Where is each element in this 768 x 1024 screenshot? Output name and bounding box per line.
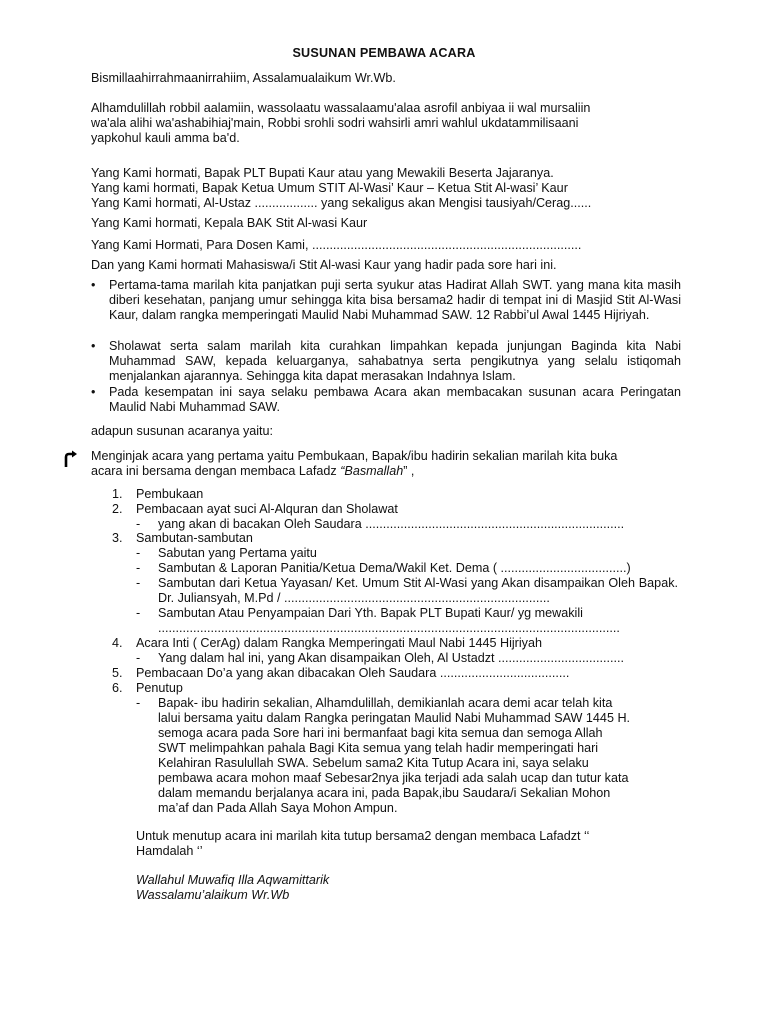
agenda-label: Acara Inti ( CerAg) dalam Rangka Memperingati Maul Nabi 1445 Hijriyah xyxy=(136,636,542,650)
agenda-intro: adapun susunan acaranya yaitu: xyxy=(91,424,274,438)
agenda-number: 2. xyxy=(112,502,123,516)
bullet-text: Sholawat serta salam marilah kita curahkan limpahkan kepada junjungan Baginda kita Nabi Muhammad SAW, kepada keluarganya, sahabatnya serta pengikutnya yang selalu istiqomah menjalankan ajarannya. Sehingga kita dapat merasakan Indahnya Islam. xyxy=(109,339,681,383)
hamdalah-line: Hamdalah ‘’ xyxy=(136,844,203,858)
sign-off-line: Wassalamu’alaikum Wr.Wb xyxy=(136,888,290,902)
bullet-icon: • xyxy=(91,278,96,292)
bullet-text: Pada kesempatan ini saya selaku pembawa Acara akan membacakan susunan acara Peringatan Maulid Nabi Muhammad SAW. xyxy=(109,385,681,414)
agenda-label: Pembacaan ayat suci Al-Alquran dan Sholawat xyxy=(136,502,398,516)
greeting-4: Yang Kami hormati, Kepala BAK Stit Al-wasi Kaur xyxy=(91,216,368,230)
agenda-label: Pembacaan Do’a yang akan dibacakan Oleh Saudara ..................................... xyxy=(136,666,570,680)
closing-line: Bapak- ibu hadirin sekalian, Alhamdulillah, demikianlah acara demi acar telah kita xyxy=(158,696,613,710)
hamdalah-line: Untuk menutup acara ini marilah kita tutup bersama2 dengan membaca Lafadzt ‘‘ xyxy=(136,829,590,843)
agenda-number: 5. xyxy=(112,666,123,680)
turn-arrow-icon xyxy=(62,450,78,468)
greeting-2: Yang kami hormati, Bapak Ketua Umum STIT Al-Wasi’ Kaur – Ketua Stit Al-wasi’ Kaur xyxy=(91,181,568,195)
greeting-3: Yang Kami hormati, Al-Ustaz .................. yang sekaligus akan Mengisi tausiyah/Cerag...... xyxy=(91,196,592,210)
opening-salutation: Bismillaahirrahmaanirrahiim, Assalamualaikum Wr.Wb. xyxy=(91,71,396,85)
sign-off-line: Wallahul Muwafiq Illa Aqwamittarik xyxy=(136,873,330,887)
opening-step-line xyxy=(91,464,679,479)
hamdalah-paragraph xyxy=(136,829,676,859)
greeting-6: Dan yang Kami hormati Mahasiswa/i Stit Al-wasi Kaur yang hadir pada sore hari ini. xyxy=(91,258,557,272)
agenda-subitem-text: Sambutan & Laporan Panitia/Ketua Dema/Wakil Ket. Dema ( ....................................) xyxy=(158,561,631,575)
agenda-label: Penutup xyxy=(136,681,183,695)
agenda-number: 3. xyxy=(112,531,123,545)
document-title: SUSUNAN PEMBAWA ACARA xyxy=(292,46,476,60)
greeting-1: Yang Kami hormati, Bapak PLT Bupati Kaur atau yang Mewakili Beserta Jajaranya. xyxy=(91,166,554,180)
opening-step-text: acara ini bersama dengan membaca Lafadz xyxy=(91,464,341,478)
praise-line: yapkohul kauli amma ba'd. xyxy=(91,131,240,145)
agenda-number: 6. xyxy=(112,681,123,695)
opening-step-line: Menginjak acara yang pertama yaitu Pembukaan, Bapak/ibu hadirin sekalian marilah kita buka xyxy=(91,449,618,463)
closing-line: dalam memandu berjalanya acara ini, pada Bapak,ibu Saudara/i Sekalian Mohon xyxy=(158,786,611,800)
agenda-subitem-text: Yang dalam hal ini, yang Akan disampaikan Oleh, Al Ustadzt .................................... xyxy=(158,651,624,665)
agenda-number: 4. xyxy=(112,636,123,650)
greeting-5: Yang Kami Hormati, Para Dosen Kami, ............................................................................. xyxy=(91,238,582,252)
agenda-subitem-text: .................................................................................................................................... xyxy=(158,621,620,635)
agenda-subitem-text: Sambutan dari Ketua Yayasan/ Ket. Umum Stit Al-Wasi yang Akan disampaikan Oleh Bapak. Dr. Juliansyah, M.Pd / ............................................................................ xyxy=(158,576,678,605)
basmallah-term: “Basmallah xyxy=(340,464,404,478)
bullet-icon: • xyxy=(91,339,96,353)
praise-paragraph xyxy=(91,101,679,146)
praise-line: wa'ala alihi wa'ashabihiaj'main, Robbi srohli sodri wahsirli amri wahlul ukdatammilisaani xyxy=(91,116,579,130)
sign-off xyxy=(136,873,676,903)
agenda-subitem-text: Sambutan Atau Penyampaian Dari Yth. Bapak PLT Bupati Kaur/ yg mewakili xyxy=(158,606,583,620)
agenda-subitem-text: Sabutan yang Pertama yaitu xyxy=(158,546,317,560)
closing-remarks-text xyxy=(158,696,678,816)
agenda-label: Sambutan-sambutan xyxy=(136,531,253,545)
closing-line: SWT melimpahkan pahala Bagi Kita semua yang telah hadir memperingati hari xyxy=(158,741,599,755)
closing-line: ma’af dan Pada Allah Saya Mohon Ampun. xyxy=(158,801,398,815)
opening-step-paragraph xyxy=(91,449,679,479)
document-page: SUSUNAN PEMBAWA ACARA Bismillaahirrahmaanirrahiim, Assalamualaikum Wr.Wb. Alhamdulillah robbil aalamiin, wassolaatu wassalaamu'alaa asrofil anbiyaa ii wal mursaliin wa'ala alihi wa'ashabihiaj'main, Robbi srohli sodri wahsirli amri wahlul ukdatammilisaani yapkohul kauli amma ba'd. Yang Kami hormati, Bapak PLT Bupati Kaur atau yang Mewakili Beserta Jajaranya. Yang kami hormati, Bapak Ketua Umum STIT Al-Wasi’ Kaur – Ketua Stit Al-wasi’ Kaur Yang Kami hormati, Al-Ustaz .................. yang sekaligus akan Mengisi tausiyah/Cerag...... Yang Kami hormati, Kepala BAK Stit Al-wasi Kaur Yang Kami Hormati, Para Dosen Kami, ............................................................................. Dan yang Kami hormati Mahasiswa/i Stit Al-wasi Kaur yang hadir pada sore hari ini. • Pertama-tama marilah kita panjatkan puji serta syukur atas Hadirat Allah SWT. yang mana kita masih diberi kesehatan, panjang umur sehingga kita bisa bersama2 hadir di tempat ini di Masjid Stit Al-Wasi Kaur, dalam rangka memperingati Maulid Nabi Muhammad SAW. 12 Rabbi’ul Awal 1445 Hijriyah. • Sholawat serta salam marilah kita curahkan limpahkan kepada junjungan Baginda kita Nabi Muhammad SAW, kepada keluarganya, sahabatnya serta pengikutnya yang selalu istiqomah menjalankan ajarannya. Sehingga kita dapat merasakan Indahnya Islam. • Pada kesempatan ini saya selaku pembawa Acara akan membacakan susunan acara Peringatan Maulid Nabi Muhammad SAW. adapun susunan acaranya yaitu: Menginjak acara yang pertama yaitu Pembukaan, Bapak/ibu hadirin sekalian marilah kita buka acara ini bersama dengan membaca Lafadz “Basmallah” , 1. Pembukaan 2. Pembacaan ayat suci Al-Alquran dan Sholawat - yang akan di bacakan Oleh Saudara .......................................................................... 3. Sambutan-sambutan - Sabutan yang Pertama yaitu - Sambutan & Laporan Panitia/Ketua Dema/Wakil Ket. Dema ( ....................................) - Sambutan dari Ketua Yayasan/ Ket. Umum Stit Al-Wasi yang Akan disampaikan Oleh Bapak. Dr. Juliansyah, M.Pd / ............................................................................ - Sambutan Atau Penyampaian Dari Yth. Bapak PLT Bupati Kaur/ yg mewakili .................................................................................................................................... 4. Acara Inti ( CerAg) dalam Rangka Memperingati Maul Nabi 1445 Hijriyah - Yang dalam hal ini, yang Akan disampaikan Oleh, Al Ustadzt .................................... 5. Pembacaan Do’a yang akan dibacakan Oleh Saudara ..................................... 6. Penutup - Bapak- ibu hadirin sekalian, Alhamdulillah, demikianlah acara demi acar telah kita lalui bersama yaitu dalam Rangka peringatan Maulid Nabi Muhammad SAW 1445 H. semoga acara pada Sore hari ini bermanfaat bagi kita semua dan semoga Allah SWT melimpahkan pahala Bagi Kita semua yang telah hadir memperingati hari Kelahiran Rasulullah SWA. Sebelum sama2 Kita Tutup Acara ini, saya selaku pembawa acara mohon maaf Sebesar2nya jika terjadi ada salah ucap dan tutur kata dalam memandu berjalanya acara ini, pada Bapak,ibu Saudara/i Sekalian Mohon ma’af dan Pada Allah Saya Mohon Ampun. Untuk menutup acara ini marilah kita tutup bersama2 dengan membaca Lafadzt ‘‘ Hamdalah ‘’ Wallahul Muwafiq Illa Aqwamittarik Wassalamu’alaikum Wr.Wb xyxy=(0,0,768,1024)
agenda-subitem-text: yang akan di bacakan Oleh Saudara .......................................................................... xyxy=(158,517,625,531)
praise-line: Alhamdulillah robbil aalamiin, wassolaatu wassalaamu'alaa asrofil anbiyaa ii wal mursaliin xyxy=(91,101,591,115)
closing-line: pembawa acara mohon maaf Sebesar2nya jika terjadi ada salah ucap dan tutur kata xyxy=(158,771,629,785)
bullet-icon: • xyxy=(91,385,96,399)
opening-step-suffix: ” , xyxy=(403,464,415,478)
agenda-label: Pembukaan xyxy=(136,487,204,501)
closing-line: Kelahiran Rasulullah SWA. Sebelum sama2 Kita Tutup Acara ini, saya selaku xyxy=(158,756,589,770)
agenda-number: 1. xyxy=(112,487,123,501)
closing-line: lalui bersama yaitu dalam Rangka peringatan Maulid Nabi Muhammad SAW 1445 H. xyxy=(158,711,631,725)
bullet-text: Pertama-tama marilah kita panjatkan puji serta syukur atas Hadirat Allah SWT. yang mana kita masih diberi kesehatan, panjang umur sehingga kita bisa bersama2 hadir di tempat ini di Masjid Stit Al-Wasi Kaur, dalam rangka memperingati Maulid Nabi Muhammad SAW. 12 Rabbi’ul Awal 1445 Hijriyah. xyxy=(109,278,681,322)
closing-line: semoga acara pada Sore hari ini bermanfaat bagi kita semua dan semoga Allah xyxy=(158,726,603,740)
